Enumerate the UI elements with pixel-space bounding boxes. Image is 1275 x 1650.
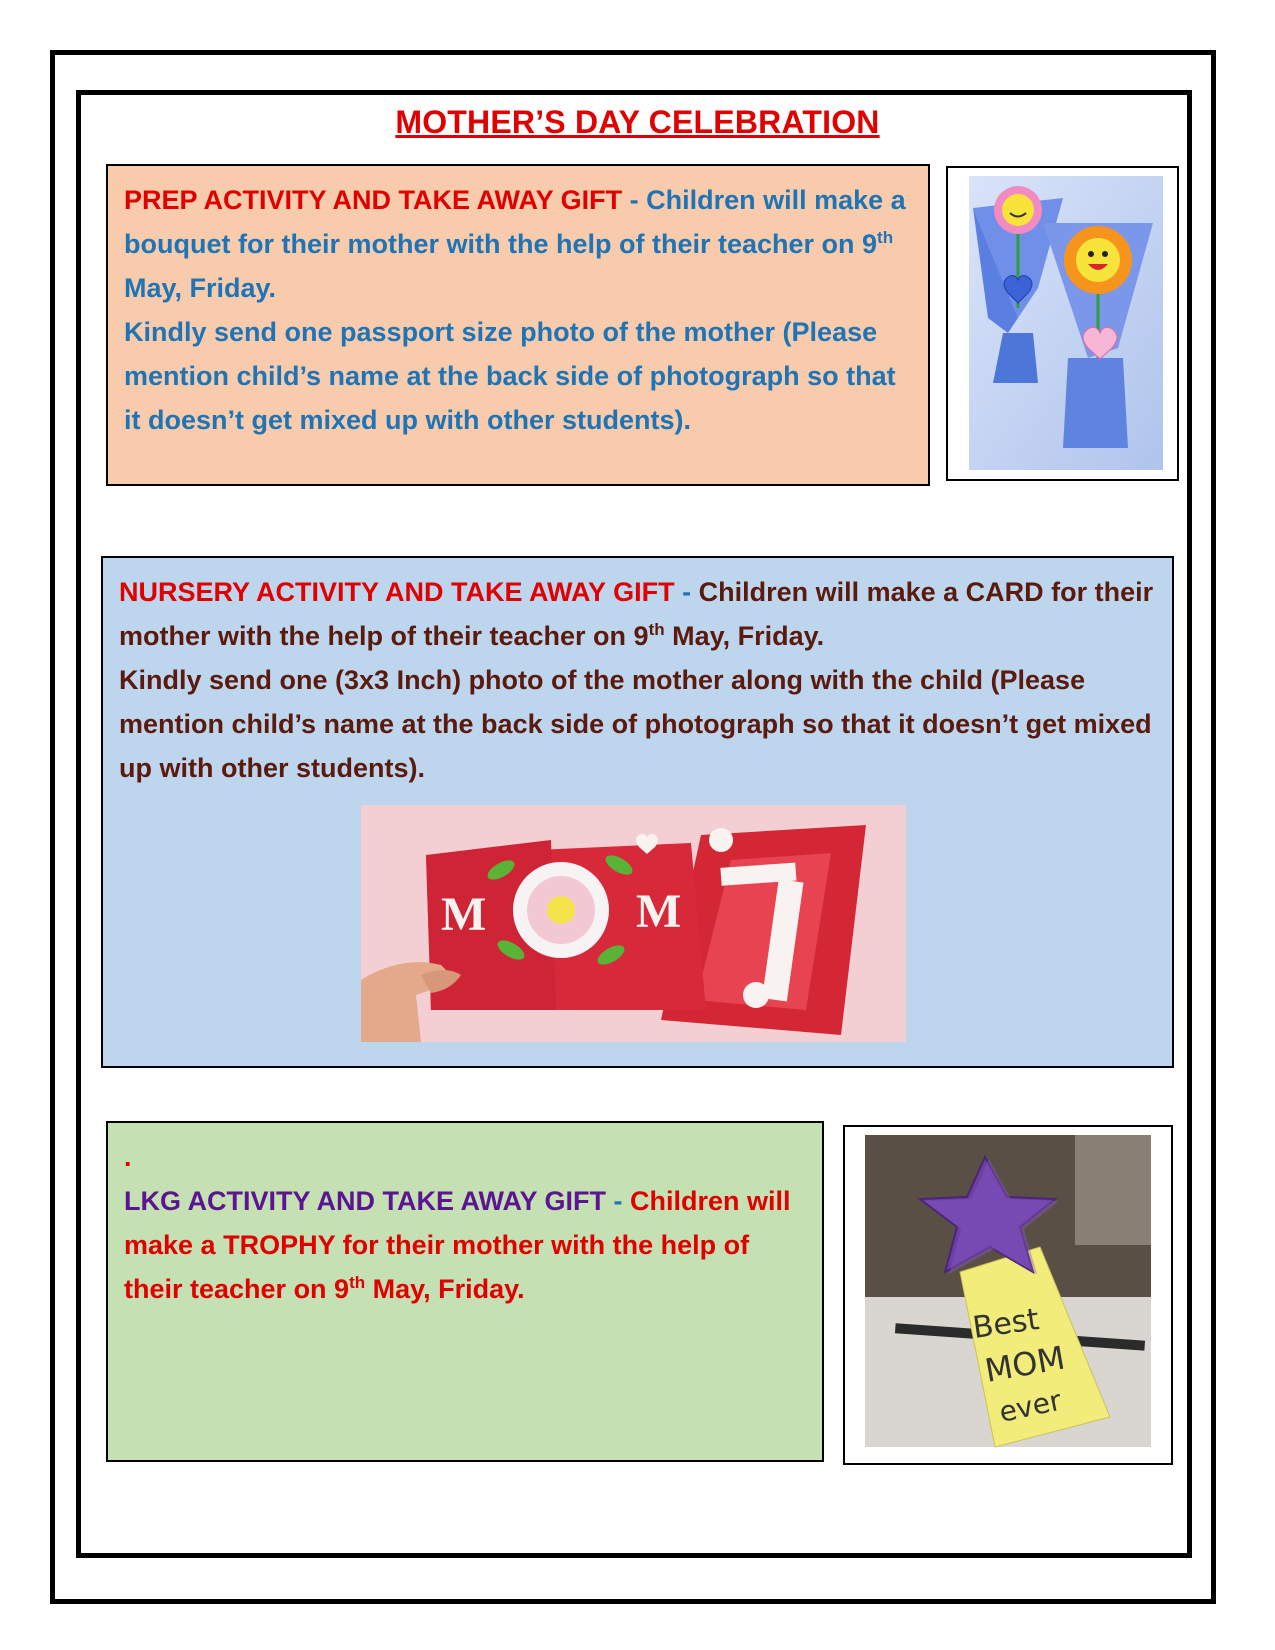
lkg-date-suffix: th: [349, 1273, 366, 1292]
card-letter-right: M: [636, 885, 682, 938]
lkg-dot: .: [124, 1142, 132, 1172]
lkg-paragraph: [124, 1179, 806, 1311]
lkg-heading: LKG ACTIVITY AND TAKE AWAY GIFT: [124, 1186, 607, 1216]
nursery-text-1: Children will make a CARD for their mother with the help of their teacher on 9: [119, 577, 1154, 651]
page-title: MOTHER’S DAY CELEBRATION: [395, 104, 880, 140]
bouquet-image-frame: [946, 166, 1179, 481]
bouquet-image: [948, 168, 1177, 479]
nursery-paragraph: [119, 570, 1156, 658]
trophy-text-mom: MOM: [981, 1338, 1068, 1390]
lkg-text-2: May, Friday.: [365, 1274, 525, 1304]
card-letter-left: M: [441, 888, 487, 941]
nursery-heading: NURSERY ACTIVITY AND TAKE AWAY GIFT: [119, 577, 675, 607]
prep-text-2: May, Friday.: [124, 273, 277, 303]
prep-photo-request: Kindly send one passport size photo of the mother (Please mention child’s name at the back side of photograph so that it doesn’t get mixed up with other students).: [124, 317, 896, 435]
nursery-text-2: May, Friday.: [664, 621, 825, 651]
trophy-image-frame: [843, 1125, 1173, 1465]
lkg-separator: -: [606, 1186, 631, 1216]
prep-date-suffix: th: [877, 228, 894, 247]
prep-paragraph: [124, 178, 912, 310]
trophy-text-best: Best: [970, 1302, 1042, 1346]
card-image: [361, 805, 906, 1042]
prep-text-1: Children will make a bouquet for their mother with the help of their teacher on 9: [124, 185, 906, 259]
prep-activity-box: [106, 164, 930, 486]
nursery-date-suffix: th: [648, 620, 665, 639]
prep-separator: -: [622, 185, 647, 215]
trophy-image: [845, 1127, 1171, 1463]
nursery-photo-request: Kindly send one (3x3 Inch) photo of the mother along with the child (Please mention child’s name at the back side of photograph so that it doesn’t get mixed up with other students).: [119, 665, 1152, 783]
trophy-text-ever: ever: [996, 1383, 1065, 1429]
nursery-separator: -: [674, 577, 699, 607]
lkg-activity-box: [106, 1121, 824, 1462]
lkg-text-1: Children will make a TROPHY for their mother with the help of their teacher on 9: [124, 1186, 791, 1304]
prep-heading: PREP ACTIVITY AND TAKE AWAY GIFT: [124, 185, 623, 215]
